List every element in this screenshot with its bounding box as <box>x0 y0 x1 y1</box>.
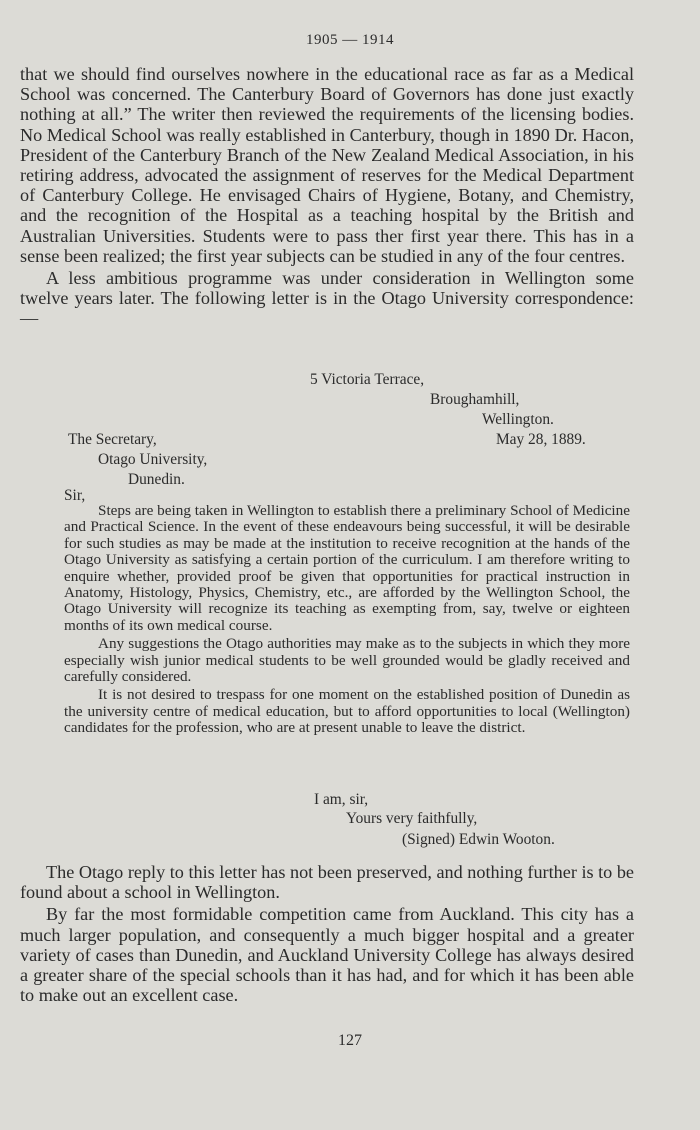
body-text <box>20 64 634 329</box>
sender-address-line: Wellington. <box>482 411 554 428</box>
salutation: Sir, <box>64 487 86 504</box>
letter-paragraph: Any suggestions the Otago authorities may make as to the subjects in which they more especially wish junior medical students to be well grounded would be gladly received and carefully considered. <box>64 635 630 686</box>
paragraph: A less ambitious programme was under consideration in Wellington some twelve years later. The following letter is in the Otago University correspondence:— <box>20 268 634 329</box>
letter-paragraph: It is not desired to trespass for one moment on the established position of Dunedin as the university centre of medical education, but to afford opportunities to local (Wellington) candidates for the profession, who are at present unable to leave the district. <box>64 686 630 737</box>
closing-text <box>20 862 634 1005</box>
sender-address-line: 5 Victoria Terrace, <box>310 371 425 388</box>
letter-body <box>64 503 630 737</box>
recipient-line: Otago University, <box>98 451 208 468</box>
letter-paragraph: Steps are being taken in Wellington to establish there a preliminary School of Medicine and Practical Science. In the event of these endeavours being successful, it will be desirable for such studies as may be made at the institution to receive recognition at the hands of the Otago University as satisfying a certain portion of the curriculum. I am therefore writing to enquire whether, provided proof be given that opportunities for practical instruction in Anatomy, Histology, Physics, Chemistry, etc., are afforded by the Wellington School, the Otago University will recognize its teaching as exempting from, say, twelve or eighteen months of its own medical course. <box>64 502 630 634</box>
recipient-line: The Secretary, <box>68 431 157 448</box>
paragraph: By far the most formidable competition came from Auckland. This city has a much larger population, and consequently a much bigger hospital and a greater variety of cases than Dunedin, and Auckland University College has always desired a greater share of the special schools than it has had, and for which it has been able to make out an excellent case. <box>20 904 634 1006</box>
letter-closing: I am, sir, <box>314 791 369 808</box>
letter-closing: Yours very faithfully, <box>346 810 478 827</box>
paragraph: that we should find ourselves nowhere in the educational race as far as a Medical School was concerned. The Canterbury Board of Governors has done just exactly nothing at all.” The writer then reviewed the requirements of the licensing bodies. No Medical School was really established in Canterbury, though in 1890 Dr. Hacon, President of the Canterbury Branch of the New Zealand Medical Association, in his retiring address, advocated the assignment of reserves for the Medical Department of Canterbury College. He envisaged Chairs of Hygiene, Botany, and Chemistry, and the recognition of the Hospital as a teaching hospital by the British and Australian Universities. Students were to pass ther first year there. This has in a sense been realized; the first year subjects can be studied in any of the four centres. <box>20 64 634 266</box>
paragraph: The Otago reply to this letter has not been preserved, and nothing further is to be found about a school in Wellington. <box>20 862 634 903</box>
sender-address-line: Broughamhill, <box>430 391 520 408</box>
running-head: 1905 — 1914 <box>306 32 394 48</box>
page-number: 127 <box>338 1032 362 1049</box>
letter-signature: (Signed) Edwin Wooton. <box>402 831 555 848</box>
letter-date: May 28, 1889. <box>496 431 586 448</box>
recipient-line: Dunedin. <box>128 471 185 488</box>
